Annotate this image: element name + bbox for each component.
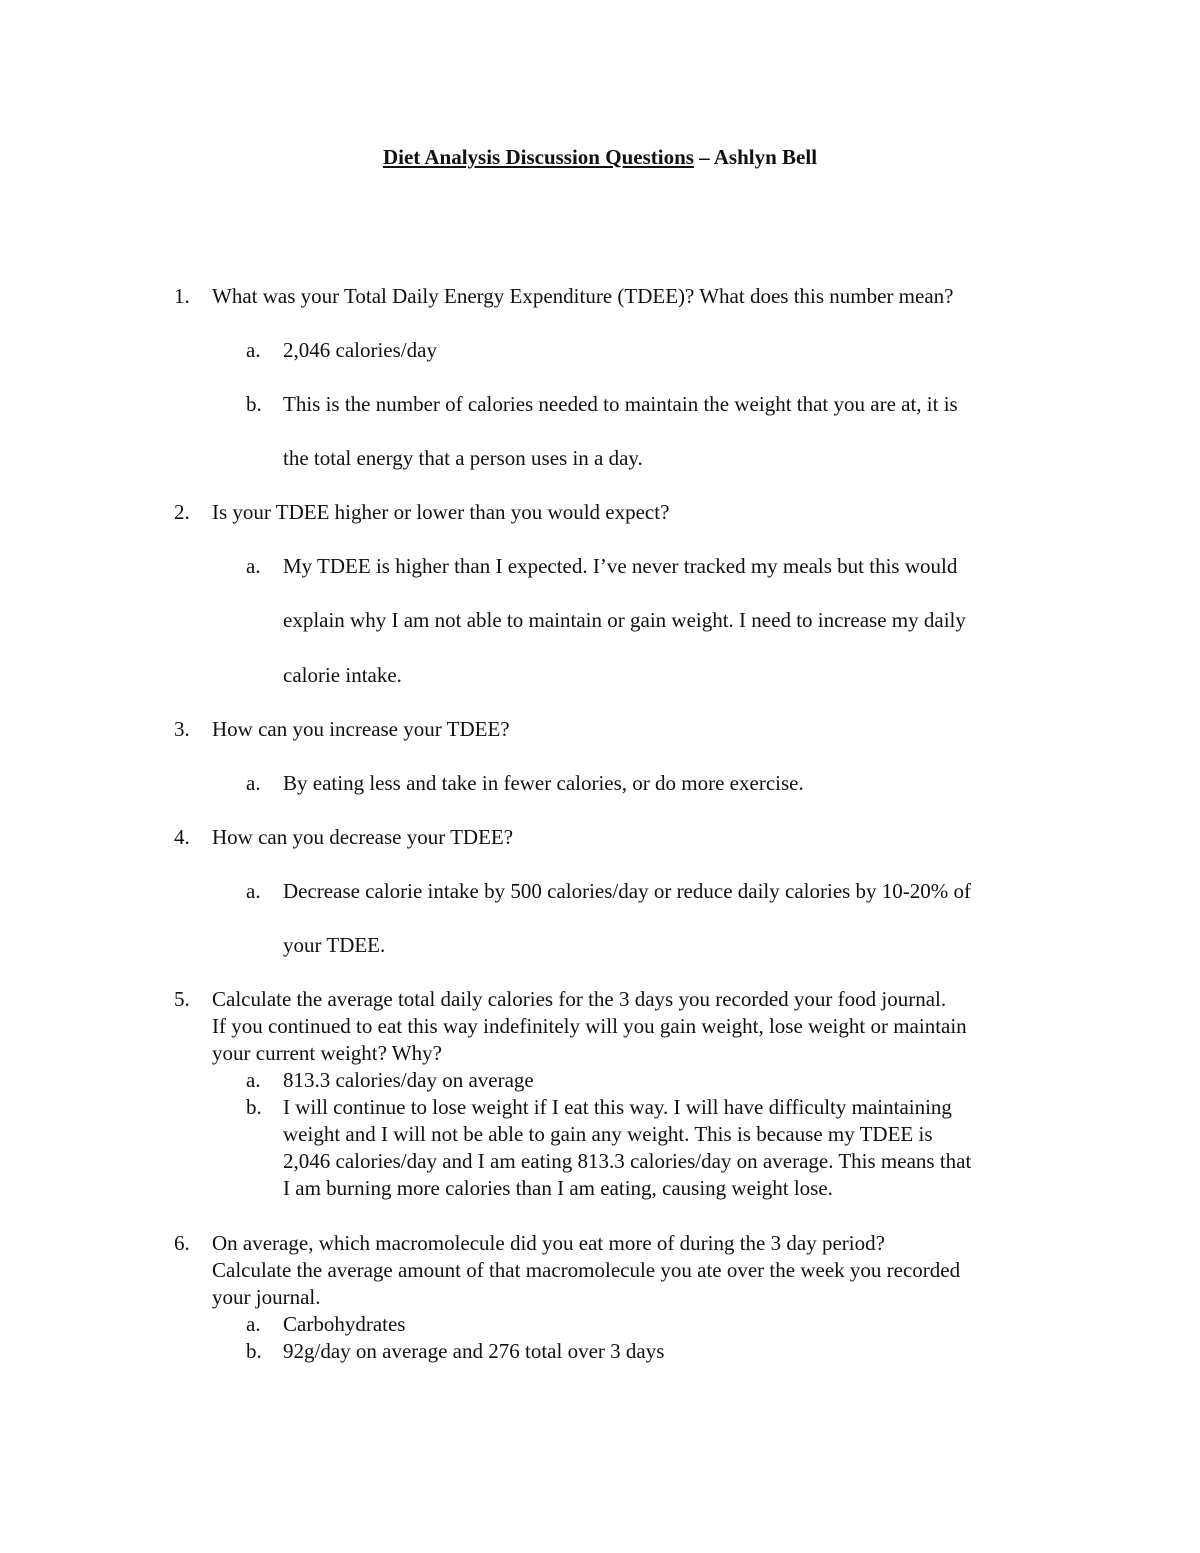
question-3	[174, 716, 1072, 743]
title-author: Ashlyn Bell	[713, 145, 818, 169]
answer-2a-cont1	[283, 607, 1073, 634]
answer-2a-cont2	[283, 662, 1073, 689]
answer-letter: a.	[246, 338, 261, 362]
question-line: Calculate the average amount of that macromolecule you ate over the week you recorded	[212, 1258, 961, 1282]
question-number: 4.	[174, 825, 190, 849]
answer-text: Carbohydrates	[283, 1312, 406, 1336]
title-separator: –	[693, 145, 714, 169]
answer-line: weight and I will not be able to gain any weight. This is because my TDEE is	[283, 1122, 933, 1146]
question-5	[174, 986, 1072, 1067]
title-main: Diet Analysis Discussion Questions	[382, 145, 694, 169]
answer-3a	[246, 770, 1073, 797]
question-number: 2.	[174, 500, 190, 524]
answer-line: This is the number of calories needed to maintain the weight that you are at, it is	[283, 392, 958, 416]
answer-1b-cont	[283, 445, 1073, 472]
question-line: your current weight? Why?	[212, 1041, 442, 1065]
question-4	[174, 824, 1072, 851]
question-text: What was your Total Daily Energy Expenditure (TDEE)? What does this number mean?	[212, 284, 954, 308]
answer-letter: b.	[246, 1095, 262, 1119]
answer-line: I am burning more calories than I am eating, causing weight lose.	[283, 1176, 833, 1200]
answer-letter: a.	[246, 1312, 261, 1336]
answer-letter: b.	[246, 1339, 262, 1363]
answer-line: explain why I am not able to maintain or gain weight. I need to increase my daily	[283, 608, 966, 632]
answer-line: your TDEE.	[283, 933, 386, 957]
answer-text: 813.3 calories/day on average	[283, 1068, 534, 1092]
answer-5a	[246, 1067, 1073, 1094]
question-line: your journal.	[212, 1285, 321, 1309]
question-6	[174, 1230, 1072, 1311]
answer-4a-cont	[283, 932, 1073, 959]
answer-line: I will continue to lose weight if I eat this way. I will have difficulty maintaining	[283, 1095, 952, 1119]
answer-line: calorie intake.	[283, 663, 402, 687]
answer-5b	[246, 1094, 1073, 1202]
answer-6b	[246, 1338, 1073, 1365]
answer-text: 92g/day on average and 276 total over 3 days	[283, 1339, 665, 1363]
answer-line: My TDEE is higher than I expected. I’ve never tracked my meals but this would	[283, 554, 958, 578]
question-number: 5.	[174, 987, 190, 1011]
answer-line: Decrease calorie intake by 500 calories/day or reduce daily calories by 10-20% of	[283, 879, 972, 903]
answer-text: By eating less and take in fewer calories, or do more exercise.	[283, 771, 804, 795]
answer-1b	[246, 391, 1073, 418]
question-1	[174, 283, 1072, 310]
answer-letter: a.	[246, 879, 261, 903]
answer-letter: a.	[246, 554, 261, 578]
question-line: On average, which macromolecule did you eat more of during the 3 day period?	[212, 1231, 885, 1255]
answer-letter: a.	[246, 771, 261, 795]
answer-4a	[246, 878, 1073, 905]
answer-line: 2,046 calories/day and I am eating 813.3 calories/day on average. This means that	[283, 1149, 972, 1173]
question-number: 1.	[174, 284, 190, 308]
question-line: Calculate the average total daily calories for the 3 days you recorded your food journal.	[212, 987, 947, 1011]
answer-2a	[246, 553, 1073, 580]
question-2	[174, 499, 1072, 526]
answer-letter: a.	[246, 1068, 261, 1092]
question-line: If you continued to eat this way indefinitely will you gain weight, lose weight or maintain	[212, 1014, 967, 1038]
answer-text: 2,046 calories/day	[283, 338, 437, 362]
answer-6a	[246, 1311, 1073, 1338]
question-text: How can you decrease your TDEE?	[212, 825, 514, 849]
document-title	[0, 143, 1200, 171]
question-number: 3.	[174, 717, 190, 741]
question-number: 6.	[174, 1231, 190, 1255]
answer-1a	[246, 337, 1073, 364]
question-text: How can you increase your TDEE?	[212, 717, 510, 741]
answer-letter: b.	[246, 392, 262, 416]
question-text: Is your TDEE higher or lower than you would expect?	[212, 500, 670, 524]
answer-line: the total energy that a person uses in a day.	[283, 446, 643, 470]
